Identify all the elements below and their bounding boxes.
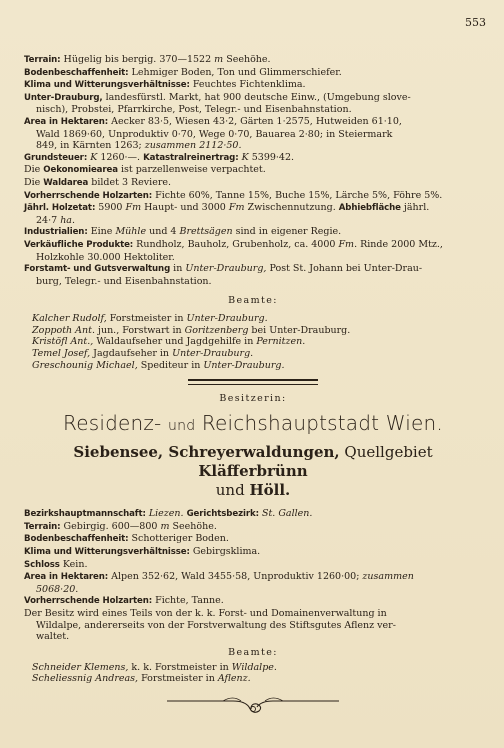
entry-label: Verkäufliche Produkte:	[24, 239, 134, 250]
entry-line	[24, 54, 482, 67]
section2-title-bold2: Kläfferbrünn	[198, 462, 308, 481]
staff-name: Scheliessnig Andreas,	[32, 673, 139, 685]
entry-line	[24, 104, 482, 116]
entry-text: Waldarea	[43, 177, 89, 188]
entry-text: K	[241, 151, 249, 163]
staff-text: k. k. Forstmeister in	[128, 661, 232, 673]
entry-line	[24, 92, 482, 105]
section1-staff-heading: Beamte:	[228, 295, 278, 307]
entry-line	[24, 521, 482, 534]
staff-name: Kalcher Rudolf,	[32, 313, 107, 325]
entry-text: 5900	[95, 202, 126, 214]
entry-line	[24, 546, 482, 559]
entry-label: Industrialien:	[24, 227, 88, 238]
entry-text: Liezen.	[148, 508, 184, 520]
staff-text: jun., Forstwart in	[94, 324, 185, 336]
staff-entry	[32, 360, 482, 372]
entry-text: Seehöhe.	[169, 520, 217, 532]
section1-staff-list	[32, 313, 482, 371]
entry-label: Schloss	[24, 559, 60, 570]
entry-text: Alpen 352·62, Wald 3455·58, Unproduktiv 1260·00;	[108, 571, 363, 583]
entry-line	[24, 620, 482, 632]
entry-text: ist parzellenweise verpachtet.	[117, 164, 266, 176]
entry-text: Die	[24, 176, 44, 188]
staff-entry	[32, 325, 482, 337]
entry-text: Holzkohle 30.000 Hektoliter.	[36, 251, 175, 263]
entry-label: Vorherrschende Holzarten:	[24, 190, 153, 201]
staff-name: Temel Josef,	[32, 348, 91, 360]
entry-text: in	[170, 263, 186, 275]
entry-text: 5399·42.	[248, 151, 295, 163]
page-number: 553	[465, 16, 486, 29]
entry-text: Abhiebfläche	[338, 203, 401, 214]
entry-text: m	[214, 54, 224, 65]
entry-text: Gebirgsklima.	[189, 546, 261, 558]
entry-line	[24, 190, 482, 203]
staff-text: Unter-Drauburg.	[186, 313, 268, 325]
owner-name-part2: Reichshauptstadt Wien.	[201, 411, 443, 436]
entry-line	[24, 215, 482, 227]
entry-line	[24, 239, 482, 252]
entry-text: bildet 3 Reviere.	[88, 176, 172, 188]
entry-text: 24·7	[36, 214, 61, 226]
entry-label: Terrain:	[24, 521, 61, 532]
entry-text: Wildalpe, andererseits von der Forstverwaltung des Stiftsgutes Aflenz ver-	[36, 619, 396, 631]
entry-line	[24, 116, 482, 129]
section2-entries	[24, 508, 482, 643]
staff-name: Schneider Klemens,	[32, 661, 129, 673]
entry-line	[24, 276, 482, 288]
entry-text: Kein.	[59, 558, 88, 570]
entry-text: Seehöhe.	[223, 54, 271, 65]
entry-line	[24, 129, 482, 141]
entry-text: Fichte, Tanne.	[152, 595, 224, 607]
entry-text: Gebirgig. 600—800	[60, 520, 161, 532]
entry-line	[24, 79, 482, 92]
entry-text: burg, Telegr.- und Eisenbahnstation.	[36, 275, 212, 287]
entry-text: Der Besitz wird eines Teils von der k. k. Forst- und Domainenverwaltung in	[24, 608, 387, 619]
entry-text: K	[90, 151, 98, 163]
section2-staff-list	[32, 662, 482, 685]
entry-text: Oekonomiearea	[43, 165, 118, 176]
staff-entry	[32, 662, 482, 674]
section2-title-mid: Quellgebiet	[339, 443, 433, 462]
staff-text: Aflenz.	[217, 673, 251, 685]
entry-label: Jährl. Holzetat:	[24, 203, 96, 214]
entry-line	[24, 202, 482, 215]
entry-text: Aecker 83·5, Wiesen 43·2, Gärten 1·2575, Hutweiden 61·10,	[108, 115, 402, 127]
entry-text: nisch), Probstei, Pfarrkirche, Post, Telegr.- und Eisenbahnstation.	[36, 104, 352, 116]
entry-text: Gerichtsbezirk:	[186, 509, 259, 520]
entry-line	[24, 559, 482, 572]
entry-line	[24, 152, 482, 165]
entry-text: Unter-Drauburg,	[185, 263, 267, 275]
entry-text: Haupt- und 3000	[141, 202, 229, 214]
entry-label: Terrain:	[24, 55, 61, 65]
entry-text: zusammen	[362, 571, 414, 583]
entry-text: 5068·20.	[36, 583, 79, 595]
staff-name: Kristöfl Ant.,	[32, 336, 94, 348]
entry-line	[24, 571, 482, 584]
staff-text: Pernitzen.	[256, 336, 306, 348]
entry-label: Bodenbeschaffenheit:	[24, 534, 129, 545]
staff-entry	[32, 348, 482, 360]
entry-label: Klima und Witterungsverhältnisse:	[24, 80, 190, 91]
entry-label: Bezirkshauptmannschaft:	[24, 509, 146, 520]
staff-text: Forstmeister in	[106, 313, 187, 325]
entry-line	[24, 226, 482, 239]
owner-name	[24, 411, 482, 435]
entry-text: Brettsägen	[179, 226, 233, 238]
entry-line	[24, 177, 482, 190]
entry-text: St. Gallen.	[261, 508, 313, 520]
double-rule-divider	[188, 379, 318, 385]
entry-text: waltet.	[36, 631, 70, 643]
staff-text: Goritzenberg	[184, 324, 249, 336]
entry-text: m	[160, 520, 170, 532]
owner-name-und: und	[168, 418, 196, 435]
entry-label: Unter-Drauburg,	[24, 92, 103, 103]
entry-text: Zwischennutzung.	[244, 202, 339, 214]
staff-name: Zoppoth Ant.	[32, 324, 95, 336]
entry-line	[24, 533, 482, 546]
entry-text: Fichte 60%, Tanne 15%, Buche 15%, Lärche 5%, Föhre 5%.	[152, 189, 443, 201]
entry-label: Vorherrschende Holzarten:	[24, 596, 153, 607]
section2-title-bold3: Höll.	[249, 481, 291, 500]
section2-staff-heading: Beamte:	[228, 646, 278, 658]
staff-name: Greschounig Michael,	[32, 359, 138, 371]
entry-text: 849, in Kärnten 1263;	[36, 140, 145, 152]
staff-entry	[32, 673, 482, 685]
entry-label: Grundsteuer:	[24, 152, 88, 163]
section2-title-und: und	[215, 481, 250, 500]
entry-text: Feuchtes Fichtenklima.	[189, 79, 306, 91]
staff-entry	[32, 336, 482, 348]
entry-line	[24, 252, 482, 264]
entry-line	[24, 631, 482, 643]
section1-entries	[24, 54, 482, 287]
entry-text: Die	[24, 164, 44, 176]
entry-text: Mühle	[115, 226, 147, 238]
entry-text: Rundholz, Bauholz, Grubenholz, ca. 4000	[133, 238, 339, 250]
section2-title-bold1: Siebensee, Schreyerwaldungen,	[73, 443, 340, 462]
ornament-flourish-icon	[24, 693, 482, 723]
staff-entry	[32, 313, 482, 325]
entry-text: landesfürstl. Markt, hat 900 deutsche Einw., (Umgebung slove-	[102, 91, 411, 103]
entry-line	[24, 67, 482, 80]
entry-text: und 4	[146, 226, 180, 238]
entry-text: Fm	[125, 202, 142, 214]
staff-text: Jagdaufseher in	[90, 348, 173, 360]
staff-text: bei Unter-Drauburg.	[248, 324, 351, 336]
entry-line	[24, 595, 482, 608]
entry-line	[24, 140, 482, 152]
section2-title	[24, 443, 482, 500]
owner-label: Besitzerin:	[219, 393, 287, 405]
staff-text: Wildalpe.	[231, 661, 277, 673]
entry-text: Post St. Johann bei Unter-Drau-	[266, 263, 423, 275]
entry-text: zusammen 2112·50.	[144, 140, 242, 152]
entry-text: Wald 1869·60, Unproduktiv 0·70, Wege 0·70, Bauarea 2·80; in Steiermark	[36, 128, 393, 140]
staff-text: Spediteur in	[137, 359, 204, 371]
entry-line	[24, 584, 482, 596]
entry-label: Klima und Witterungsverhältnisse:	[24, 547, 190, 558]
staff-text: Waldaufseher und Jagdgehilfe in	[93, 336, 257, 348]
entry-line	[24, 164, 482, 177]
entry-line	[24, 608, 482, 620]
staff-text: Unter-Drauburg.	[172, 348, 254, 360]
entry-label: Area in Hektaren:	[24, 116, 109, 127]
entry-line	[24, 508, 482, 521]
owner-name-part1: Residenz-	[63, 411, 162, 436]
entry-text: Rinde 2000 Mtz.,	[357, 238, 443, 250]
staff-text: Forstmeister in	[138, 673, 218, 685]
entry-text: Katastralreinertrag:	[143, 152, 239, 163]
entry-text: Lehmiger Boden, Ton und Glimmerschiefer.	[128, 66, 342, 78]
entry-text: Fm	[228, 202, 245, 214]
entry-label: Bodenbeschaffenheit:	[24, 67, 129, 78]
entry-text: Fm.	[338, 238, 358, 250]
entry-text: 1260·—.	[97, 151, 144, 163]
entry-label: Forstamt- und Gutsverwaltung	[24, 264, 171, 275]
entry-text: Hügelig bis bergig. 370—1522	[60, 54, 215, 65]
entry-text: jährl.	[400, 202, 430, 214]
entry-text: Eine	[87, 226, 116, 238]
staff-text: Unter-Drauburg.	[203, 359, 285, 371]
entry-text: sind in eigener Regie.	[232, 226, 342, 238]
entry-label: Area in Hektaren:	[24, 572, 109, 583]
entry-line	[24, 263, 482, 276]
entry-text: Schotteriger Boden.	[128, 533, 229, 545]
entry-text: ha.	[60, 214, 75, 226]
